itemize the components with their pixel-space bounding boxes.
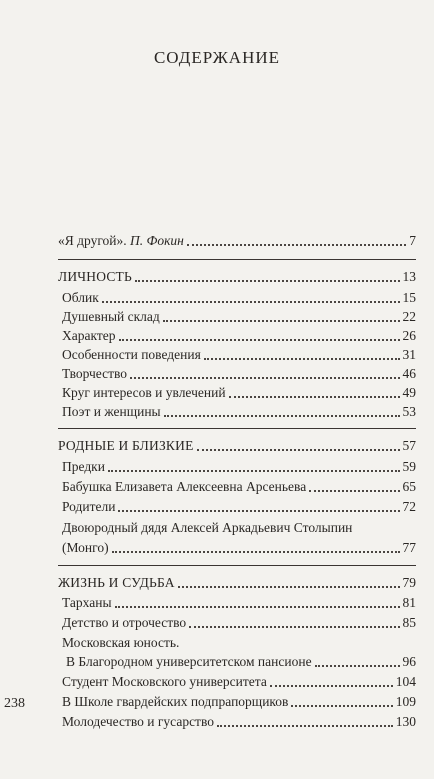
section-divider [58, 428, 416, 429]
toc-entry[interactable]: Творчество 46 [62, 366, 416, 381]
dot-leader [135, 279, 400, 282]
dot-leader [309, 489, 399, 492]
dot-leader [217, 724, 393, 727]
toc-entry[interactable]: Предки 59 [62, 459, 416, 474]
toc-entry[interactable]: Студент Московского университета 104 [62, 674, 416, 689]
dot-leader [189, 625, 399, 628]
toc-entry[interactable]: Характер 26 [62, 328, 416, 343]
toc-entry[interactable]: Молодечество и гусарство 130 [62, 714, 416, 729]
toc-entry-label: «Я другой». П. Фокин [58, 233, 184, 248]
toc-entry[interactable]: Душевный склад 22 [62, 309, 416, 324]
dot-leader [204, 357, 400, 360]
toc-entry[interactable]: Круг интересов и увлечений 49 [62, 385, 416, 400]
toc-section-label: ЖИЗНЬ И СУДЬБА [58, 575, 175, 590]
toc-entry[interactable]: Двоюродный дядя Алексей Аркадьевич Столыпин [62, 520, 353, 535]
dot-leader [229, 395, 400, 398]
dot-leader [187, 243, 406, 246]
page-title: СОДЕРЖАНИЕ [153, 48, 281, 67]
toc-page-number: 7 [409, 233, 416, 248]
toc-entry[interactable]: Московская юность. [62, 635, 180, 650]
dot-leader [291, 704, 392, 707]
toc-entry[interactable]: Бабушка Елизавета Алексеевна Арсеньева 65 [62, 479, 416, 494]
dot-leader [163, 319, 400, 322]
toc-page-number: 57 [402, 438, 416, 453]
toc-entry[interactable]: В Школе гвардейских подпрапорщиков 109 [62, 694, 416, 709]
dot-leader [270, 684, 393, 687]
dot-leader [164, 414, 400, 417]
toc-page-number: 79 [402, 575, 416, 590]
section-divider [58, 565, 416, 566]
toc-section-label: РОДНЫЕ И БЛИЗКИЕ [58, 438, 194, 453]
dot-leader [315, 664, 400, 667]
toc-page-number: 13 [402, 269, 416, 284]
dot-leader [108, 469, 400, 472]
dot-leader [102, 300, 400, 303]
dot-leader [112, 550, 400, 553]
dot-leader [119, 338, 400, 341]
toc-entry[interactable]: Особенности поведения 31 [62, 347, 416, 362]
dot-leader [115, 605, 400, 608]
toc-entry[interactable]: Поэт и женщины 53 [62, 404, 416, 419]
dot-leader [178, 585, 400, 588]
section-divider [58, 259, 416, 260]
toc-entry-continuation[interactable]: (Монго) 77 [62, 540, 416, 555]
dot-leader [197, 448, 400, 451]
toc-entry-continuation[interactable]: В Благородном университетском пансионе 96 [66, 654, 416, 669]
toc-entry[interactable]: Детство и отрочество 85 [62, 615, 416, 630]
toc-entry[interactable]: Родители 72 [62, 499, 416, 514]
toc-entry[interactable]: Тарханы 81 [62, 595, 416, 610]
dot-leader [118, 509, 399, 512]
toc-section-heading[interactable] [58, 434, 416, 454]
page-folio-number: 238 [4, 696, 25, 711]
toc-entry[interactable]: Облик 15 [62, 290, 416, 305]
toc-section-heading[interactable] [58, 571, 416, 591]
toc-section-heading[interactable] [58, 265, 416, 285]
dot-leader [130, 376, 399, 379]
toc-entry-intro[interactable] [58, 229, 416, 249]
toc-section-label: ЛИЧНОСТЬ [58, 269, 132, 284]
